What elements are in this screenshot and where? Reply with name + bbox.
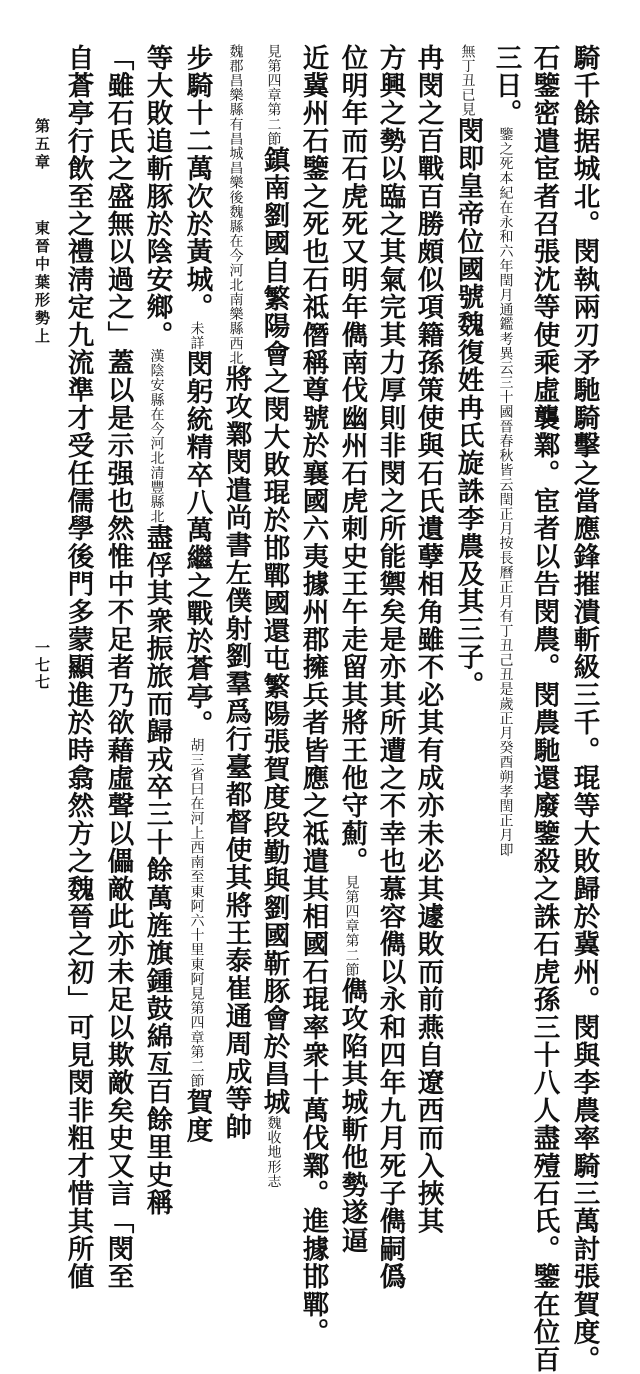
inline-note: 見第四章第二節 bbox=[343, 875, 360, 978]
running-head-chapter bbox=[34, 118, 49, 172]
text-column-14 bbox=[62, 44, 94, 1291]
column-text: 盡俘其衆振旅而歸戎卒三十餘萬旌旗鍾鼓綿亙百餘里史稱 bbox=[141, 523, 173, 1217]
column-text: 鎮南劉國自繁陽會之閔大敗琨於邯鄲國還屯繁陽張賀度段勤與劉國靳豚會於昌城 bbox=[258, 146, 290, 1116]
text-column-5 bbox=[412, 44, 444, 1236]
inline-note: 魏郡昌樂縣有昌城昌樂後魏縣在今河北南樂縣西北 bbox=[227, 44, 244, 366]
chapter-label: 第五章 bbox=[33, 118, 51, 172]
inline-note: 鑒之死本紀在永和六年閏月通鑑考異云三十國晉春秋皆云閏正月按長曆正月有丁丑己丑是歲正月癸酉朔孝閏正月即 bbox=[497, 127, 514, 858]
text-column-11 bbox=[181, 44, 213, 1144]
column-text: 閔躬統精卒八萬繼之戰於蒼亭。 bbox=[181, 350, 213, 739]
column-text: 石鑒密遣宦者召張沈等使乘虛襲鄴。宦者以告閔農。閔農馳還廢鑒殺之誅石虎孫三十八人盡殪石氏。鑒在位百 bbox=[528, 44, 560, 1374]
inline-note: 無丁丑已見 bbox=[459, 44, 476, 117]
column-text: 自蒼亭行飲至之禮淸定九流準才受任儒學後門多蒙顯進於時翕然方之魏晉之初」可見閔非粗才惜其所値 bbox=[62, 44, 94, 1291]
text-column-12 bbox=[141, 44, 173, 1217]
text-column-2 bbox=[528, 44, 560, 1374]
text-column-6 bbox=[374, 44, 406, 1291]
inline-note: 魏收地形志 bbox=[265, 1115, 282, 1189]
column-text: 將攻鄴閔遣尚書左僕射劉羣爲行臺都督使其將王泰崔通周成等帥 bbox=[220, 365, 252, 1141]
inline-note: 未詳 bbox=[188, 321, 205, 351]
chapter-title: 東晉中葉形勢上 bbox=[33, 220, 51, 346]
column-text: 等大敗追斬豚於陰安鄉。 bbox=[141, 44, 173, 349]
running-head-title bbox=[34, 220, 49, 346]
text-column-1 bbox=[568, 44, 600, 1374]
column-text: 步騎十二萬次於黃城。 bbox=[181, 44, 213, 321]
column-text: 冉閔之百戰百勝頗似項籍孫策使與石氏遺孽相角雖不必其有成亦未必其遽敗而前燕自遼西而入挾其 bbox=[412, 44, 444, 1236]
column-text: 「雖石氏之盛無以過之」蓋以是示强也然惟中不足者乃欲藉虛聲以儡敵此亦未足以欺敵矣史又言「閔至 bbox=[102, 44, 134, 1291]
column-text: 賀度 bbox=[181, 1088, 213, 1144]
text-column-4 bbox=[452, 44, 484, 699]
inline-note: 見第四章第二節 bbox=[265, 44, 282, 147]
column-text: 三日。 bbox=[490, 44, 522, 128]
column-text: 閔即皇帝位國號魏復姓冉氏旋誅李農及其三子。 bbox=[452, 117, 484, 699]
page-number bbox=[34, 640, 49, 691]
column-text: 方興之勢以臨之其氣完其力厚則非閔之所能禦矣是亦其所遭之不幸也慕容儁以永和四年九月死子儁嗣僞 bbox=[374, 44, 406, 1291]
text-column-9 bbox=[258, 44, 290, 1189]
text-column-10 bbox=[220, 44, 252, 1141]
inline-note: 胡三省曰在河上西南至東阿六十里東阿見第四章第二節 bbox=[188, 738, 205, 1089]
page-number-text: 一七七 bbox=[33, 640, 51, 691]
column-text: 儁攻陷其城斬他勢遂逼 bbox=[336, 977, 368, 1255]
text-column-7 bbox=[336, 44, 368, 1255]
text-column-8 bbox=[297, 44, 329, 1346]
column-text: 近冀州石鑒之死也石祗僭稱尊號於襄國六夷據州郡擁兵者皆應之祗遣其相國石琨率衆十萬伐鄴。進據邯鄲。 bbox=[297, 44, 329, 1346]
text-column-13 bbox=[102, 44, 134, 1291]
inline-note: 漢陰安縣在今河北清豐縣北 bbox=[148, 348, 165, 524]
column-text: 位明年而石虎死又明年儁南伐幽州石虎刺史王午走留其將王他守薊。 bbox=[336, 44, 368, 875]
column-text: 騎千餘据城北。閔執兩刃矛馳騎擊之當應鋒摧潰斬級三千。琨等大敗歸於冀州。閔與李農率騎三萬討張賀度。 bbox=[568, 44, 600, 1374]
text-column-3 bbox=[490, 44, 522, 858]
